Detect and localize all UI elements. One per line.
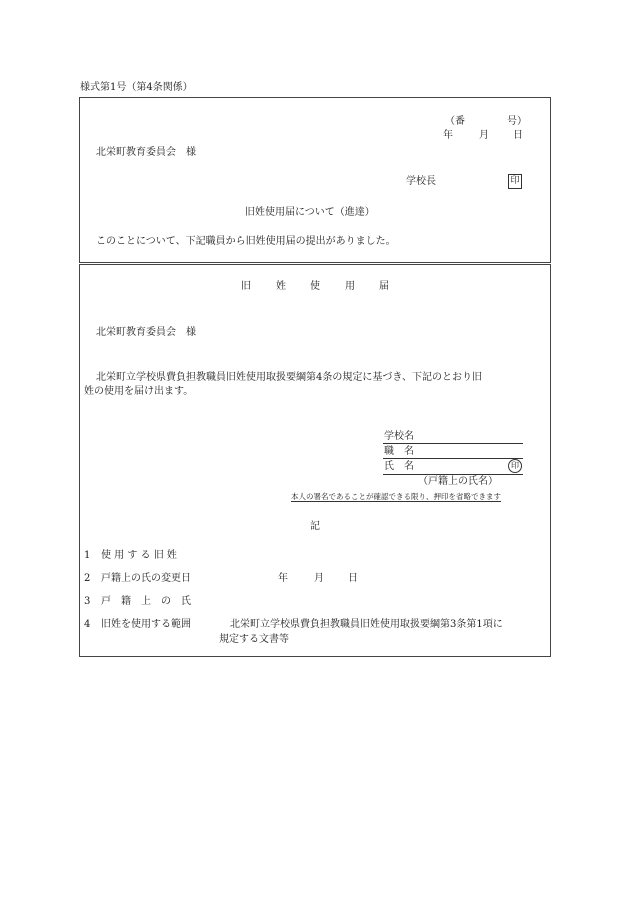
top-addressee: 北栄町教育委員会 様 (96, 147, 196, 158)
school-name-line (383, 443, 523, 444)
form-label: 様式第1号（第4条関係） (80, 82, 193, 93)
item-label-registry-surname: 戸 籍 上 の 氏 (101, 596, 191, 607)
item-number: 1 (84, 550, 91, 561)
change-date-year: 年 (278, 573, 288, 584)
change-date-day: 日 (348, 573, 358, 584)
date-year: 年 (443, 130, 453, 141)
signature-note: 本人の署名であることが確認できる限り、押印を省略できます (291, 492, 501, 501)
item-label-change-date: 戸籍上の氏の変更日 (101, 573, 191, 584)
item-number: 4 (84, 619, 91, 630)
title-char: 用 (345, 281, 355, 292)
item-label-old-surname: 使 用 す る 旧 姓 (101, 550, 177, 561)
ki-heading: 記 (310, 521, 320, 532)
principal-label: 学校長 (406, 176, 436, 187)
title-char: 届 (379, 281, 389, 292)
school-name-label: 学校名 (384, 431, 414, 442)
job-title-label: 職 名 (384, 446, 414, 457)
bottom-addressee: 北栄町教育委員会 様 (96, 327, 196, 338)
doc-number-close: 号） (507, 116, 527, 127)
usage-scope-line2: 規定する文書等 (219, 634, 289, 645)
name-seal-mark: 印 (508, 459, 522, 473)
subject-line: 旧姓使用届について（進達） (245, 207, 375, 218)
change-date-month: 月 (314, 573, 324, 584)
title-char: 使 (310, 281, 320, 292)
item-number: 3 (84, 596, 91, 607)
notification-body-line1: 北栄町立学校県費負担教職員旧姓使用取扱要綱第4条の規定に基づき、下記のとおり旧 (96, 372, 482, 383)
date-month: 月 (479, 130, 489, 141)
name-line (383, 474, 523, 475)
date-day: 日 (513, 130, 523, 141)
usage-scope-line1: 北栄町立学校県費負担教職員旧姓使用取扱要綱第3条第1項に (230, 619, 503, 630)
title-char: 旧 (241, 281, 251, 292)
item-number: 2 (84, 573, 91, 584)
job-title-line (383, 458, 523, 459)
seal-mark: 印 (508, 174, 522, 189)
notification-body-line2: 姓の使用を届け出ます。 (84, 386, 194, 397)
transmittal-body: このことについて、下記職員から旧姓使用届の提出がありました。 (96, 236, 396, 247)
item-label-usage-scope: 旧姓を使用する範囲 (101, 619, 191, 630)
registry-name-note: （戸籍上の氏名） (418, 476, 498, 487)
name-label: 氏 名 (384, 461, 414, 472)
title-char: 姓 (276, 281, 286, 292)
doc-number-open: （番 (445, 116, 465, 127)
